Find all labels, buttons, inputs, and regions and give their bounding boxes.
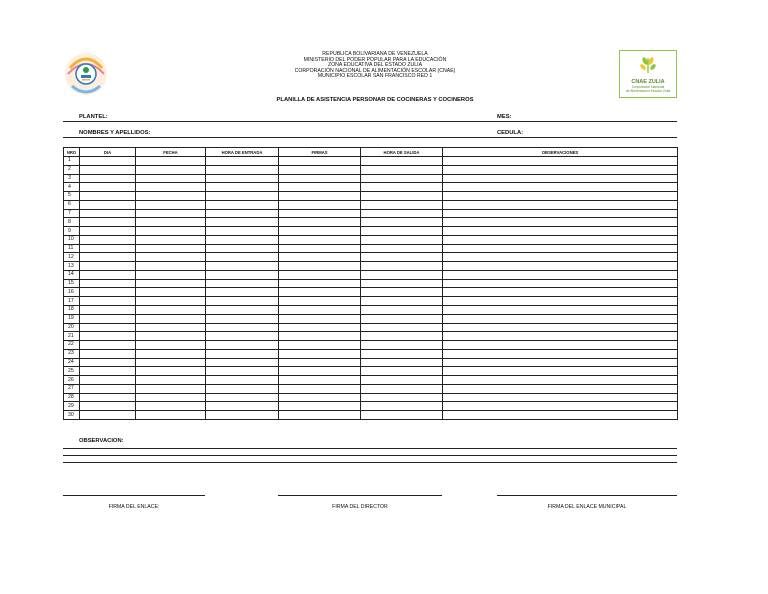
table-cell[interactable] [206, 235, 279, 244]
header-line: ZONA EDUCATIVA DEL ESTADO ZULIA [327, 62, 423, 69]
signature-line-municipal[interactable] [497, 495, 677, 496]
table-cell[interactable] [279, 253, 361, 262]
plantel-line[interactable] [63, 121, 677, 122]
table-cell[interactable] [136, 183, 206, 192]
observacion-line[interactable] [63, 455, 677, 456]
table-row [64, 218, 678, 227]
table-cell[interactable] [136, 384, 206, 393]
table-cell[interactable] [443, 306, 678, 315]
signature-line-enlace[interactable] [63, 495, 205, 496]
table-cell[interactable] [136, 402, 206, 411]
table-cell[interactable] [80, 209, 136, 218]
table-cell[interactable] [443, 376, 678, 385]
table-cell[interactable] [206, 209, 279, 218]
table-cell[interactable] [361, 376, 443, 385]
table-cell[interactable] [136, 253, 206, 262]
table-cell[interactable] [136, 235, 206, 244]
row-number: 3 [64, 174, 80, 183]
observacion-line[interactable] [63, 462, 677, 463]
table-cell[interactable] [206, 376, 279, 385]
table-cell[interactable] [136, 411, 206, 420]
table-cell[interactable] [80, 384, 136, 393]
table-cell[interactable] [80, 200, 136, 209]
row-number: 18 [64, 306, 80, 315]
table-cell[interactable] [206, 218, 279, 227]
table-cell[interactable] [206, 384, 279, 393]
table-cell[interactable] [206, 288, 279, 297]
table-cell[interactable] [443, 218, 678, 227]
attendance-table [63, 147, 678, 420]
table-cell[interactable] [443, 253, 678, 262]
table-cell[interactable] [80, 227, 136, 236]
table-cell[interactable] [279, 349, 361, 358]
table-cell[interactable] [279, 174, 361, 183]
table-cell[interactable] [136, 332, 206, 341]
table-cell[interactable] [361, 279, 443, 288]
table-row [64, 270, 678, 279]
table-cell[interactable] [206, 279, 279, 288]
header-line: MUNICIPIO ESCOLAR SAN FRANCISCO RED 1 [317, 73, 433, 80]
table-cell[interactable] [361, 306, 443, 315]
table-cell[interactable] [136, 341, 206, 350]
table-cell[interactable] [443, 262, 678, 271]
table-cell[interactable] [80, 244, 136, 253]
table-row [64, 174, 678, 183]
table-cell[interactable] [206, 367, 279, 376]
nombres-line[interactable] [63, 137, 677, 138]
table-cell[interactable] [136, 393, 206, 402]
plantel-label: PLANTEL: [79, 114, 108, 120]
table-cell[interactable] [80, 235, 136, 244]
table-cell[interactable] [443, 165, 678, 174]
row-number: 15 [64, 279, 80, 288]
table-cell[interactable] [206, 402, 279, 411]
table-cell[interactable] [136, 262, 206, 271]
table-cell[interactable] [361, 297, 443, 306]
row-number: 25 [64, 367, 80, 376]
table-cell[interactable] [443, 174, 678, 183]
nombres-label: NOMBRES Y APELLIDOS: [79, 130, 151, 136]
table-cell[interactable] [279, 332, 361, 341]
row-number: 10 [64, 235, 80, 244]
row-number: 14 [64, 270, 80, 279]
mes-label: MES: [497, 114, 512, 120]
table-cell[interactable] [279, 192, 361, 201]
table-row [64, 157, 678, 166]
table-cell[interactable] [206, 244, 279, 253]
table-cell[interactable] [136, 323, 206, 332]
cnae-zulia-logo [619, 50, 677, 98]
table-cell[interactable] [279, 262, 361, 271]
table-cell[interactable] [361, 270, 443, 279]
table-cell[interactable] [443, 279, 678, 288]
table-cell[interactable] [206, 323, 279, 332]
table-row [64, 367, 678, 376]
row-number: 19 [64, 314, 80, 323]
table-header-row [64, 148, 678, 157]
header-line: REPUBLICA BOLIVARIANA DE VENEZUELA [322, 51, 428, 57]
column-header: HORA DE SALIDA [361, 148, 443, 157]
logo-caption: de Alimentación Escolar Zulia [625, 89, 671, 93]
table-cell[interactable] [80, 411, 136, 420]
table-cell[interactable] [443, 288, 678, 297]
table-cell[interactable] [279, 384, 361, 393]
table-cell[interactable] [443, 402, 678, 411]
table-cell[interactable] [80, 183, 136, 192]
table-cell[interactable] [80, 279, 136, 288]
table-cell[interactable] [361, 209, 443, 218]
table-row [64, 297, 678, 306]
column-header: HORA DE ENTRADA [206, 148, 279, 157]
table-cell[interactable] [361, 165, 443, 174]
table-row [64, 393, 678, 402]
table-cell[interactable] [361, 174, 443, 183]
table-cell[interactable] [443, 183, 678, 192]
table-cell[interactable] [80, 314, 136, 323]
ministry-logo [60, 48, 112, 100]
table-row [64, 402, 678, 411]
table-cell[interactable] [80, 253, 136, 262]
signature-line-director[interactable] [278, 495, 442, 496]
table-cell[interactable] [361, 411, 443, 420]
table-cell[interactable] [279, 200, 361, 209]
table-cell[interactable] [206, 306, 279, 315]
table-row [64, 376, 678, 385]
table-cell[interactable] [361, 288, 443, 297]
table-cell[interactable] [279, 314, 361, 323]
table-cell[interactable] [361, 349, 443, 358]
table-cell[interactable] [361, 200, 443, 209]
table-cell[interactable] [80, 393, 136, 402]
row-number: 22 [64, 341, 80, 350]
table-cell[interactable] [136, 376, 206, 385]
table-row [64, 306, 678, 315]
table-cell[interactable] [80, 192, 136, 201]
table-cell[interactable] [279, 227, 361, 236]
table-cell[interactable] [206, 200, 279, 209]
table-cell[interactable] [361, 332, 443, 341]
table-cell[interactable] [279, 358, 361, 367]
table-row [64, 227, 678, 236]
table-row [64, 235, 678, 244]
table-cell[interactable] [80, 341, 136, 350]
table-cell[interactable] [279, 393, 361, 402]
table-cell[interactable] [136, 209, 206, 218]
table-cell[interactable] [80, 297, 136, 306]
table-cell[interactable] [136, 165, 206, 174]
table-cell[interactable] [136, 200, 206, 209]
row-number: 29 [64, 402, 80, 411]
table-cell[interactable] [361, 218, 443, 227]
table-cell[interactable] [136, 349, 206, 358]
observacion-label: OBSERVACION: [79, 438, 124, 444]
table-cell[interactable] [279, 244, 361, 253]
table-cell[interactable] [361, 367, 443, 376]
table-cell[interactable] [279, 279, 361, 288]
table-cell[interactable] [206, 332, 279, 341]
table-cell[interactable] [279, 402, 361, 411]
table-cell[interactable] [361, 402, 443, 411]
table-cell[interactable] [361, 384, 443, 393]
table-cell[interactable] [136, 279, 206, 288]
row-number: 11 [64, 244, 80, 253]
table-cell[interactable] [80, 288, 136, 297]
table-cell[interactable] [361, 314, 443, 323]
table-cell[interactable] [279, 270, 361, 279]
table-cell[interactable] [206, 411, 279, 420]
row-number: 8 [64, 218, 80, 227]
row-number: 28 [64, 393, 80, 402]
table-cell[interactable] [361, 183, 443, 192]
row-number: 2 [64, 165, 80, 174]
table-cell[interactable] [443, 200, 678, 209]
logo-caption: Corporación Nacional [631, 85, 665, 89]
table-cell[interactable] [80, 376, 136, 385]
table-cell[interactable] [80, 157, 136, 166]
table-cell[interactable] [80, 367, 136, 376]
table-cell[interactable] [279, 306, 361, 315]
table-cell[interactable] [443, 341, 678, 350]
row-number: 21 [64, 332, 80, 341]
table-cell[interactable] [279, 411, 361, 420]
row-number: 5 [64, 192, 80, 201]
table-cell[interactable] [206, 393, 279, 402]
table-cell[interactable] [136, 358, 206, 367]
table-cell[interactable] [206, 270, 279, 279]
table-cell[interactable] [279, 218, 361, 227]
row-number: 27 [64, 384, 80, 393]
table-cell[interactable] [80, 165, 136, 174]
table-cell[interactable] [361, 157, 443, 166]
table-cell[interactable] [136, 218, 206, 227]
row-number: 16 [64, 288, 80, 297]
table-cell[interactable] [80, 306, 136, 315]
table-cell[interactable] [136, 297, 206, 306]
row-number: 9 [64, 227, 80, 236]
table-cell[interactable] [136, 192, 206, 201]
row-number: 24 [64, 358, 80, 367]
table-cell[interactable] [279, 376, 361, 385]
table-cell[interactable] [136, 157, 206, 166]
table-row [64, 253, 678, 262]
table-cell[interactable] [361, 358, 443, 367]
row-number: 13 [64, 262, 80, 271]
table-row [64, 314, 678, 323]
table-cell[interactable] [80, 262, 136, 271]
table-cell[interactable] [361, 393, 443, 402]
cedula-label: CEDULA: [497, 130, 524, 136]
column-header: DIA [80, 148, 136, 157]
table-row [64, 332, 678, 341]
table-row [64, 192, 678, 201]
table-cell[interactable] [443, 349, 678, 358]
table-cell[interactable] [443, 244, 678, 253]
table-cell[interactable] [206, 262, 279, 271]
table-cell[interactable] [80, 349, 136, 358]
table-cell[interactable] [136, 174, 206, 183]
table-row [64, 209, 678, 218]
table-cell[interactable] [206, 183, 279, 192]
table-cell[interactable] [279, 323, 361, 332]
table-cell[interactable] [279, 288, 361, 297]
table-cell[interactable] [361, 253, 443, 262]
table-cell[interactable] [136, 244, 206, 253]
header-line: CORPORACIÓN NACIONAL DE ALIMENTACIÓN ESCOLAR (CNAE) [294, 67, 456, 74]
row-number: 4 [64, 183, 80, 192]
table-cell[interactable] [279, 165, 361, 174]
table-cell[interactable] [443, 384, 678, 393]
logo-name: CNAE ZULIA [631, 79, 665, 85]
row-number: 23 [64, 349, 80, 358]
table-cell[interactable] [443, 209, 678, 218]
table-cell[interactable] [443, 393, 678, 402]
table-row [64, 341, 678, 350]
table-cell[interactable] [80, 323, 136, 332]
header-line: MINISTERIO DEL PODER POPULAR PARA LA EDUCACIÓN [303, 56, 447, 63]
row-number: 20 [64, 323, 80, 332]
table-cell[interactable] [279, 341, 361, 350]
signature-label-municipal: FIRMA DEL ENLACE MUNICIPAL [547, 504, 627, 510]
table-cell[interactable] [443, 270, 678, 279]
table-cell[interactable] [361, 244, 443, 253]
signature-label-enlace: FIRMA DEL ENLACE: [108, 504, 160, 510]
header-block [250, 52, 500, 80]
row-number: 30 [64, 411, 80, 420]
table-row [64, 279, 678, 288]
table-cell[interactable] [279, 157, 361, 166]
table-cell[interactable] [206, 297, 279, 306]
table-row [64, 244, 678, 253]
table-cell[interactable] [279, 209, 361, 218]
table-cell[interactable] [443, 411, 678, 420]
wheat-icon [633, 54, 663, 74]
table-cell[interactable] [136, 306, 206, 315]
table-row [64, 165, 678, 174]
table-cell[interactable] [361, 235, 443, 244]
table-cell[interactable] [443, 323, 678, 332]
row-number: 26 [64, 376, 80, 385]
table-cell[interactable] [443, 314, 678, 323]
table-cell[interactable] [80, 174, 136, 183]
table-cell[interactable] [206, 192, 279, 201]
row-number: 12 [64, 253, 80, 262]
table-cell[interactable] [206, 227, 279, 236]
table-cell[interactable] [443, 192, 678, 201]
table-cell[interactable] [443, 227, 678, 236]
row-number: 7 [64, 209, 80, 218]
table-cell[interactable] [361, 262, 443, 271]
table-cell[interactable] [206, 174, 279, 183]
table-cell[interactable] [206, 253, 279, 262]
table-cell[interactable] [80, 218, 136, 227]
column-header: FECHA [136, 148, 206, 157]
table-cell[interactable] [136, 314, 206, 323]
table-cell[interactable] [443, 235, 678, 244]
document-title: PLANILLA DE ASISTENCIA PERSONAR DE COCINERAS Y COCINEROS [276, 97, 474, 103]
table-cell[interactable] [136, 227, 206, 236]
table-cell[interactable] [443, 332, 678, 341]
column-header: OBSERVACIONES [443, 148, 678, 157]
table-cell[interactable] [206, 358, 279, 367]
table-cell[interactable] [361, 192, 443, 201]
row-number: 1 [64, 157, 80, 166]
table-cell[interactable] [443, 358, 678, 367]
table-cell[interactable] [279, 367, 361, 376]
table-cell[interactable] [136, 288, 206, 297]
table-cell[interactable] [206, 165, 279, 174]
table-row [64, 323, 678, 332]
row-number: 6 [64, 200, 80, 209]
table-cell[interactable] [80, 332, 136, 341]
table-row [64, 349, 678, 358]
table-cell[interactable] [279, 297, 361, 306]
table-cell[interactable] [80, 358, 136, 367]
table-cell[interactable] [361, 323, 443, 332]
table-cell[interactable] [279, 235, 361, 244]
table-row [64, 262, 678, 271]
table-cell[interactable] [206, 349, 279, 358]
table-row [64, 288, 678, 297]
table-cell[interactable] [136, 367, 206, 376]
table-cell[interactable] [279, 183, 361, 192]
table-cell[interactable] [136, 270, 206, 279]
row-number: 17 [64, 297, 80, 306]
table-cell[interactable] [361, 341, 443, 350]
table-row [64, 200, 678, 209]
table-cell[interactable] [443, 367, 678, 376]
column-header: NRO [64, 148, 80, 157]
table-cell[interactable] [443, 297, 678, 306]
table-row [64, 384, 678, 393]
column-header: FIRMAS [279, 148, 361, 157]
table-row [64, 358, 678, 367]
table-cell[interactable] [361, 227, 443, 236]
table-cell[interactable] [80, 270, 136, 279]
table-cell[interactable] [80, 402, 136, 411]
table-row [64, 411, 678, 420]
table-cell[interactable] [206, 341, 279, 350]
observacion-line[interactable] [63, 448, 677, 449]
signature-label-director: FIRMA DEL DIRECTOR [332, 504, 388, 510]
table-cell[interactable] [443, 157, 678, 166]
table-row [64, 183, 678, 192]
table-cell[interactable] [206, 314, 279, 323]
table-cell[interactable] [206, 157, 279, 166]
